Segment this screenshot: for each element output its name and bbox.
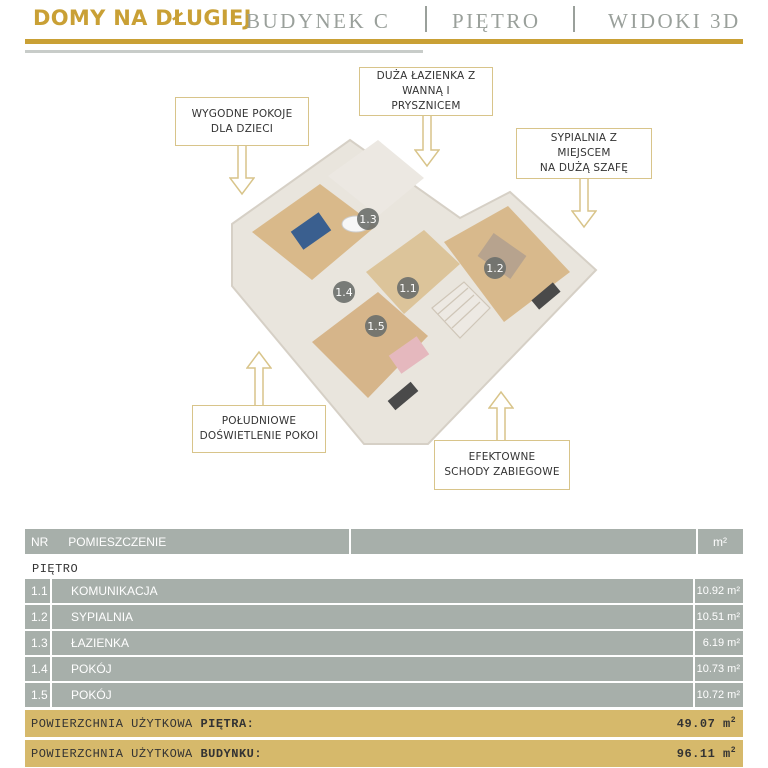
row-area: 10.73 m² [693,657,743,681]
svg-text:1.5: 1.5 [367,320,385,333]
callout-line: SCHODY ZABIEGOWE [444,466,560,478]
unit-sup: 2 [730,716,736,725]
header-gold-rule [25,39,743,44]
callout-line: DOŚWIETLENIE POKOI [199,430,319,442]
row-area: 6.19 m² [693,631,743,655]
row-name: SYPIALNIA [71,610,134,624]
header-divider [573,6,575,32]
row-nr: 1.5 [25,683,52,707]
building-total-row [25,740,743,767]
col-room: POMIESZCZENIE [68,534,167,549]
row-area: 10.72 m² [693,683,743,707]
row-area: 10.51 m² [693,605,743,629]
table-row [25,657,743,681]
row-name: ŁAZIENKA [71,636,130,650]
callout-line: POŁUDNIOWE [221,415,297,427]
floor-total-row [25,710,743,737]
section-label: PIĘTRO [32,562,79,576]
table-row [25,579,743,603]
row-nr: 1.2 [25,605,52,629]
svg-text:1.1: 1.1 [399,282,417,295]
total-label: POWIERZCHNIA UŻYTKOWA [31,746,193,761]
row-nr: 1.1 [25,579,52,603]
table-header [25,529,743,554]
header-grey-rule [25,50,423,53]
total-label-strong: PIĘTRA: [200,716,255,731]
room-marker-1-4[interactable] [333,281,355,303]
header-divider [425,6,427,32]
total-label-strong: BUDYNKU: [200,746,263,761]
tab-floor[interactable]: PIĘTRO [452,9,541,33]
callout-line: WANNĄ I PRYSZNICEM [391,85,461,112]
room-marker-1-3[interactable] [357,208,379,230]
room-marker-1-2[interactable] [484,257,506,279]
row-nr: 1.4 [25,657,52,681]
svg-text:1.4: 1.4 [335,286,353,299]
floor-plan-3d [228,132,598,454]
tab-building[interactable]: BUDYNEK C [246,9,391,33]
total-value: 96.11 m [676,747,731,761]
callout-line: SYPIALNIA Z MIEJSCEM [550,132,618,159]
svg-text:1.3: 1.3 [359,213,377,226]
unit-sup: 2 [730,746,736,755]
col-gap [349,529,698,554]
callout-line: NA DUŻĄ SZAFĘ [539,162,629,174]
callout-line: WYGODNE POKOJE [191,107,293,120]
row-name: KOMUNIKACJA [71,584,158,598]
table-row [25,605,743,629]
callout-line: DLA DZIECI [210,122,274,135]
total-label: POWIERZCHNIA UŻYTKOWA [31,716,193,731]
table-row [25,683,743,707]
callout-line: DUŻA ŁAZIENKA Z [376,70,476,82]
total-value: 49.07 m [676,717,731,731]
row-nr: 1.3 [25,631,52,655]
col-nr: NR [31,534,49,549]
row-name: POKÓJ [71,662,112,676]
brand-title: DOMY NA DŁUGIEJ [33,6,252,30]
tab-views-3d[interactable]: WIDOKI 3D [608,9,741,33]
room-marker-1-5[interactable] [365,315,387,337]
callout-line: EFEKTOWNE [468,451,536,463]
callout-bathroom [359,67,493,116]
row-name: POKÓJ [71,688,112,702]
row-area: 10.92 m² [693,579,743,603]
room-marker-1-1[interactable] [397,277,419,299]
svg-text:1.2: 1.2 [486,262,504,275]
table-row [25,631,743,655]
col-area: m² [713,534,727,549]
